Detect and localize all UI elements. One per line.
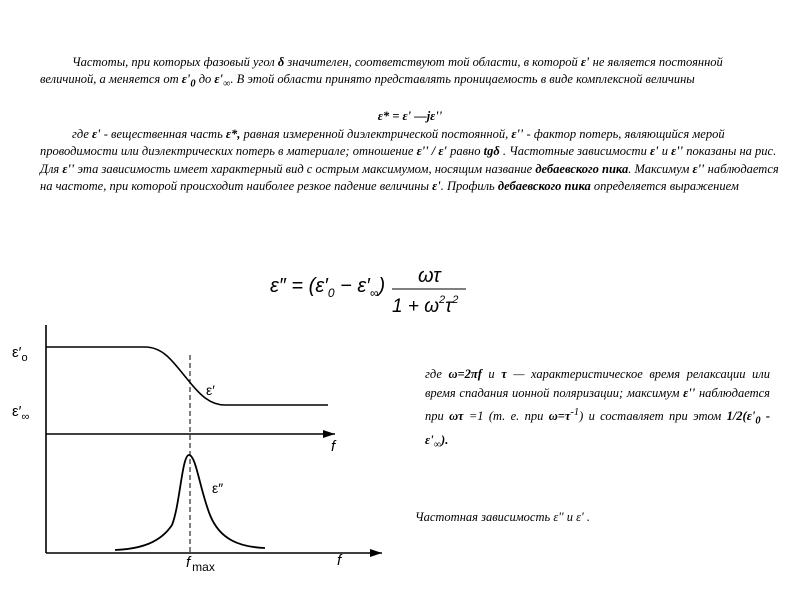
formula-denominator: $1 + \omega^2\tau^2$ xyxy=(392,294,459,317)
eps-prime-curve-label: ε′ xyxy=(206,382,215,398)
lower-f-label: f xyxy=(337,552,342,569)
complex-permittivity-formula: ε* = ε' —jε'' xyxy=(377,109,443,123)
frequency-dependence-graph xyxy=(0,325,400,580)
eps-double-prime-curve-label: ε″ xyxy=(212,480,224,496)
definition-paragraph: где ε' - вещественная часть ε*, равная измеренной диэлектрической постоянной, ε'' - фактор потерь, являющийся мерой проводимости или диэлектрических потерь в материале; отношение ε'' / ε' равно tgδ . Частотные зависимости ε' и ε'' показаны на рис. Для ε'' эта зависимость имеет характерный вид с острым максимумом, носящим название дебаевского пика. Максимум ε'' наблюдается на частоте, при которой происходит наиболее резкое падение величины ε'. Профиль дебаевского пика определяется выражением xyxy=(40,127,779,193)
formula-lhs: $\varepsilon'' = (\varepsilon'_0 - \varepsilon'_\infty)$ xyxy=(270,275,386,300)
formula-numerator: ωτ xyxy=(418,265,441,287)
epsinf-label: $\varepsilon'_\infty$ xyxy=(12,403,30,423)
debye-peak-formula xyxy=(270,262,480,328)
figure-caption: Частотная зависимость ε'' и ε' . xyxy=(415,510,590,524)
eps0-label: $\varepsilon'_o$ xyxy=(12,344,28,364)
upper-f-label: f xyxy=(331,438,336,455)
lower-axis-arrow xyxy=(370,549,382,557)
debye-formula-svg xyxy=(270,262,480,322)
upper-axis-arrow xyxy=(323,430,335,438)
intro-paragraph: Частоты, при которых фазовый угол δ значителен, соответствуют той области, в которой ε' не является постоянной величиной, а меняется от $\varepsilon'_0$ до $\varepsilon'_\infty$. В этой области принято представлять проницаемость в виде комплексной величины xyxy=(40,55,723,90)
side-explanation: где ω=2πf и τ — характеристическое время релаксации или время спадания ионной поляризации; максимум ε'' наблюдается при ωτ =1 (т. е. при $\omega=\tau^{-1}$) и составляет при этом $1/2(\varepsilon'_0 - \varepsilon'_\infty)$. xyxy=(425,367,771,451)
fmax-label: f $_{max}$ xyxy=(186,554,215,574)
eps-prime-curve xyxy=(46,347,328,405)
